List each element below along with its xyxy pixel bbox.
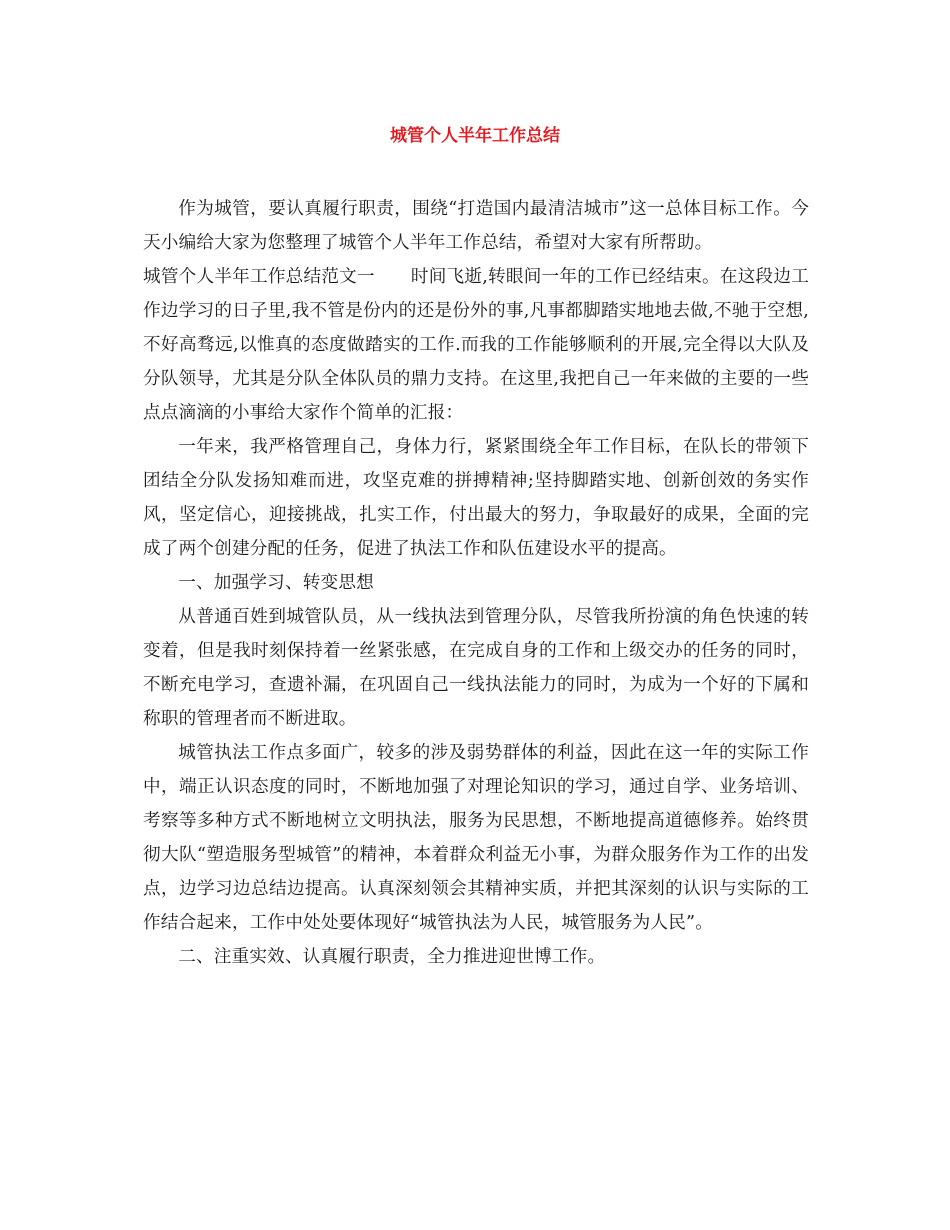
document-title: 城管个人半年工作总结 xyxy=(390,126,560,146)
section-heading-1: 一、加强学习、转变思想 xyxy=(178,573,374,593)
sample-heading: 城管个人半年工作总结范文一 xyxy=(143,267,375,287)
summary-paragraph: 一年来，我严格管理自己，身体力行，紧紧围绕全年工作目标，在队长的带领下团结全分队发扬知难而进，攻坚克难的拼搏精神;坚持脚踏实地、创新创效的务实作风，坚定信心，迎接挑战，扎实工作，付出最大的努力，争取最好的成果，全面的完成了两个创建分配的任务，促进了执法工作和队伍建设水平的提高。 xyxy=(143,437,809,559)
intro-paragraph: 作为城管，要认真履行职责，围绕“打造国内最清洁城市”这一总体目标工作。今天小编给大家为您整理了城管个人半年工作总结，希望对大家有所帮助。 xyxy=(143,199,809,253)
sample-paragraph xyxy=(143,260,809,430)
section-1-paragraph-1: 从普通百姓到城管队员，从一线执法到管理分队，尽管我所扮演的角色快速的转变着，但是我时刻保持着一丝紧张感，在完成自身的工作和上级交办的任务的同时，不断充电学习，查遗补漏，在巩固自己一线执法能力的同时，为成为一个好的下属和称职的管理者而不断进取。 xyxy=(143,607,809,729)
sample-text: 时间飞逝,转眼间一年的工作已经结束。在这段边工作边学习的日子里,我不管是份内的还是份外的事,凡事都脚踏实地地去做,不驰于空想,不好高骛远,以惟真的态度做踏实的工作.而我的工作能够顺利的开展,完全得以大队及分队领导，尤其是分队全体队员的鼎力支持。在这里,我把自己一年来做的主要的一些点点滴滴的小事给大家作个简单的汇报： xyxy=(143,267,809,423)
section-heading-2: 二、注重实效、认真履行职责，全力推进迎世博工作。 xyxy=(178,947,606,967)
document-body xyxy=(143,192,809,974)
section-1-paragraph-2: 城管执法工作点多面广，较多的涉及弱势群体的利益，因此在这一年的实际工作中，端正认识态度的同时，不断地加强了对理论知识的学习，通过自学、业务培训、考察等多种方式不断地树立文明执法，服务为民思想，不断地提高道德修养。始终贯彻大队“塑造服务型城管”的精神，本着群众利益无小事，为群众服务作为工作的出发点，边学习边总结边提高。认真深刻领会其精神实质，并把其深刻的认识与实际的工作结合起来，工作中处处要体现好“城管执法为人民，城管服务为人民”。 xyxy=(143,743,809,933)
